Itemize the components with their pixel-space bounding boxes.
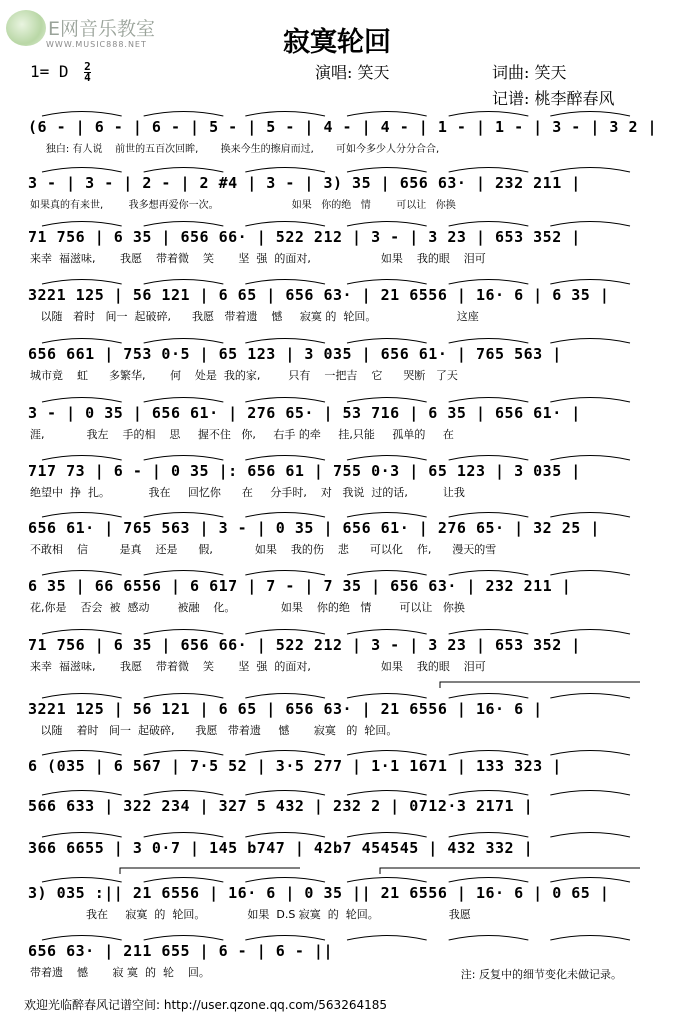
slur-mark [144,791,224,796]
slur-mark [42,222,122,227]
slur-mark [144,694,224,699]
slur-mark [449,878,529,883]
slur-mark [347,630,427,635]
lyric-line: 城市竟 虹 多繁华, 何 处是 我的家, 只有 一把吉 它 哭断 了天 [30,369,458,382]
slur-mark [550,751,630,756]
lyric-line: 绝望中 挣 扎。 我在 回忆你 在 分手时, 对 我说 过的话, 让我 [30,486,465,499]
slur-mark [550,456,630,461]
slur-mark [550,571,630,576]
slur-mark [42,878,122,883]
notation-row: 3221 125 | 56 121 | 6 65 | 656 63· | 21 6556 | 16· 6 | [28,700,543,718]
slur-mark [449,513,529,518]
slur-mark [144,222,224,227]
slur-mark [245,112,325,117]
slur-mark [144,833,224,838]
slur-mark [449,168,529,173]
slur-mark [245,513,325,518]
slur-mark [449,694,529,699]
slur-mark [245,222,325,227]
slur-mark [550,112,630,117]
slur-mark [42,833,122,838]
slur-mark [449,833,529,838]
slur-mark [550,222,630,227]
notation-row: 566 633 | 322 234 | 327 5 432 | 232 2 | 0712·3 2171 | [28,797,534,815]
slur-mark [347,791,427,796]
slur-mark [42,571,122,576]
slur-mark [245,878,325,883]
notation-row: 3221 125 | 56 121 | 6 65 | 656 63· | 21 6556 | 16· 6 | 6 35 | [28,286,610,304]
volta-bracket [440,682,640,688]
slur-mark [42,751,122,756]
slur-mark [144,936,224,941]
slur-mark [550,833,630,838]
meter-bottom: 4 [84,71,91,84]
lyric-line: 不敢相 信 是真 还是 假, 如果 我的伤 悲 可以化 作, 漫天的雪 [30,543,497,556]
slur-mark [144,456,224,461]
logo-name: E网音乐教室 [48,18,156,40]
slur-mark [347,456,427,461]
slur-mark [245,833,325,838]
notation-row: (6 - | 6 - | 6 - | 5 - | 5 - | 4 - | 4 - | 1 - | 1 - | 3 - | 3 2 | [28,118,658,136]
slur-mark [449,751,529,756]
slur-mark [347,694,427,699]
slur-mark [144,878,224,883]
slur-mark [42,513,122,518]
slur-mark [42,936,122,941]
lyric-line: 带着遗 憾 寂 寞 的 轮 回。 [30,966,210,979]
time-signature [84,62,91,83]
notation-row: 6 (035 | 6 567 | 7·5 52 | 3·5 277 | 1·1 1671 | 133 323 | [28,757,562,775]
slur-mark [245,339,325,344]
slur-mark [449,571,529,576]
slur-mark [144,630,224,635]
slur-mark [347,398,427,403]
slur-mark [449,280,529,285]
slur-mark [42,398,122,403]
slur-mark [347,513,427,518]
slur-mark [550,339,630,344]
slur-mark [550,791,630,796]
slur-mark [42,168,122,173]
notation-row: 656 661 | 753 0·5 | 65 123 | 3 035 | 656 61· | 765 563 | [28,345,562,363]
singer-credit: 演唱: 笑天 [315,63,390,82]
slur-mark [449,398,529,403]
lyric-line: 我在 寂寞 的 轮回。 如果 D.S 寂寞 的 轮回。 我愿 [30,908,471,921]
slur-mark [245,694,325,699]
slur-mark [449,339,529,344]
notation-row: 3) 035 :|| 21 6556 | 16· 6 | 0 35 || 21 6556 | 16· 6 | 0 65 | [28,884,610,902]
notation-row: 656 63· | 211 655 | 6 - | 6 - || [28,942,333,960]
slur-mark [245,398,325,403]
slur-mark [550,630,630,635]
slur-mark [144,112,224,117]
slur-mark [144,280,224,285]
slur-mark [550,280,630,285]
slur-mark [347,222,427,227]
slur-mark [550,878,630,883]
slur-mark [42,112,122,117]
slur-mark [245,571,325,576]
slur-mark [42,694,122,699]
notation-row: 717 73 | 6 - | 0 35 |: 656 61 | 755 0·3 | 65 123 | 3 035 | [28,462,581,480]
slur-mark [347,936,427,941]
lyric-line: 以随 着时 间一 起破碎, 我愿 带着遗 憾 寂寞 的 轮回。 [30,724,398,737]
volta-bracket [380,868,640,874]
meter-top: 2 [84,60,91,73]
slur-mark [449,222,529,227]
notation-row: 366 6655 | 3 0·7 | 145 b747 | 42b7 454545 | 432 332 | [28,839,534,857]
slur-mark [42,791,122,796]
slur-mark [449,112,529,117]
lyricist-credit: 词曲: 笑天 [492,63,567,82]
slur-mark [347,833,427,838]
slur-mark [245,936,325,941]
lyric-line: 独白: 有人说 前世的五百次回眸, 换来今生的擦肩而过, 可如今多少人分分合合, [30,144,440,155]
slur-mark [347,751,427,756]
notation-row: 71 756 | 6 35 | 656 66· | 522 212 | 3 - | 3 23 | 653 352 | [28,636,581,654]
slur-mark [245,280,325,285]
slur-mark [245,456,325,461]
slur-mark [347,339,427,344]
notation-row: 6 35 | 66 6556 | 6 617 | 7 - | 7 35 | 656 63· | 232 211 | [28,577,572,595]
slur-mark [347,280,427,285]
slur-mark [42,456,122,461]
lyric-line: 涯, 我左 手的相 思 握不住 你, 右手 的牵 挂,只能 孤单的 在 [30,428,454,441]
slur-mark [245,791,325,796]
slur-mark [144,168,224,173]
slur-mark [144,571,224,576]
slur-mark [550,168,630,173]
slur-mark [550,513,630,518]
slur-mark [42,630,122,635]
slur-mark [347,168,427,173]
slur-mark [550,398,630,403]
slur-mark [42,339,122,344]
slur-mark [550,694,630,699]
slur-mark [550,936,630,941]
slur-mark [449,630,529,635]
slur-mark [449,791,529,796]
notation-row: 3 - | 0 35 | 656 61· | 276 65· | 53 716 | 6 35 | 656 61· | [28,404,581,422]
key-signature [30,62,91,83]
slur-mark [144,398,224,403]
transcription-note: 注: 反复中的细节变化未做记录。 [460,968,622,981]
slur-mark [449,936,529,941]
slur-mark [347,571,427,576]
slur-mark [449,456,529,461]
volta-bracket [120,868,300,874]
slur-mark [144,751,224,756]
logo-url: WWW.MUSIC888.NET [46,40,147,49]
notation-row: 71 756 | 6 35 | 656 66· | 522 212 | 3 - | 3 23 | 653 352 | [28,228,581,246]
song-title: 寂寞轮回 [283,27,391,58]
notation-row: 656 61· | 765 563 | 3 - | 0 35 | 656 61· | 276 65· | 32 25 | [28,519,600,537]
transcriber-credit: 记谱: 桃李醉春风 [492,89,615,108]
lyric-line: 来幸 福滋味, 我愿 带着微 笑 坚 强 的面对, 如果 我的眼 泪可 [30,252,486,265]
slur-mark [42,280,122,285]
slur-mark [347,112,427,117]
slur-mark [144,339,224,344]
slur-mark [347,878,427,883]
lyric-line: 来幸 福滋味, 我愿 带着微 笑 坚 强 的面对, 如果 我的眼 泪可 [30,660,486,673]
footer-link[interactable]: 欢迎光临醉春风记谱空间: http://user.qzone.qq.com/563264185 [24,998,388,1012]
slur-mark [144,513,224,518]
slur-mark [245,168,325,173]
lyric-line: 花,你是 否会 被 感动 被融 化。 如果 你的绝 情 可以让 你换 [30,601,465,614]
tonic: 1= D [30,62,69,81]
slur-mark [245,630,325,635]
lyric-line: 以随 着时 间一 起破碎, 我愿 带着遗 憾 寂寞 的 轮回。 这座 [30,310,479,323]
notation-row: 3 - | 3 - | 2 - | 2 #4 | 3 - | 3) 35 | 656 63· | 232 211 | [28,174,581,192]
lyric-line: 如果真的有来世, 我多想再爱你一次。 如果 你的绝 情 可以让 你换 [30,200,456,211]
slur-mark [245,751,325,756]
